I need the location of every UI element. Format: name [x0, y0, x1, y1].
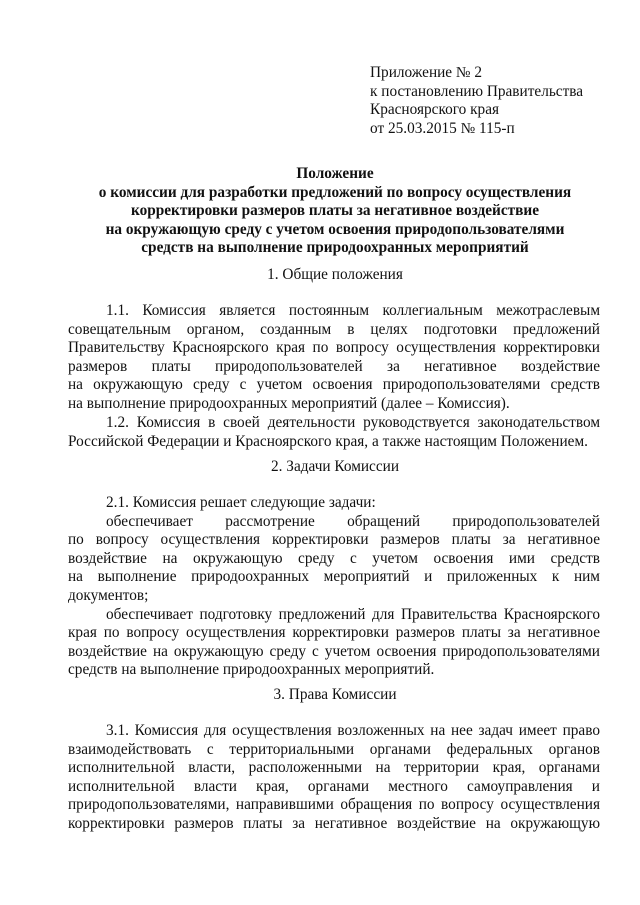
- text-line: средств на выполнение природоохранных мероприятий.: [68, 661, 435, 679]
- text-line: края по вопросу осуществления корректировки размеров платы за негативное: [68, 624, 600, 642]
- paragraph-3-1: [68, 722, 600, 834]
- text-line: документов;: [68, 586, 149, 604]
- text-line: взаимодействовать с территориальными органами федеральных органов: [68, 740, 600, 758]
- text-line: 2.1. Комиссия решает следующие задачи:: [106, 494, 376, 511]
- paragraph-2-1: [68, 494, 600, 513]
- text-line: 1.1. Комиссия является постоянным коллегиальным межотраслевым: [106, 302, 600, 319]
- text-line: на окружающую среду с учетом освоения природопользователями средств: [68, 376, 600, 394]
- text-line: воздействие на окружающую среду с учетом освоения ими средств: [68, 549, 600, 567]
- text-line: 1.2. Комиссия в своей деятельности руководствуется законодательством: [106, 414, 600, 431]
- document-title: [60, 165, 610, 258]
- text-line: обеспечивает подготовку предложений для Правительства Красноярского: [106, 605, 600, 623]
- text-line: размеров платы природопользователей за негативное воздействие: [68, 357, 600, 375]
- appendix-date: от 25.03.2015 № 115-п: [370, 119, 515, 137]
- title-line: Положение: [296, 165, 374, 182]
- title-line: корректировки размеров платы за негативное воздействие: [130, 202, 540, 220]
- appendix-resolution: к постановлению Правительства: [370, 82, 584, 100]
- text-line: по вопросу осуществления корректировки размеров платы за негативное: [68, 531, 600, 549]
- section-heading-tasks: 2. Задачи Комиссии: [270, 458, 400, 475]
- appendix-number: Приложение № 2: [370, 64, 482, 81]
- text-line: обеспечивает рассмотрение обращений природопользователей: [106, 512, 600, 530]
- text-line: 3.1. Комиссия для осуществления возложенных на нее задач имеет право: [106, 722, 600, 739]
- title-line: о комиссии для разработки предложений по вопросу осуществления: [98, 183, 572, 201]
- text-line: природопользователями, направившими обращения по вопросу осуществления: [68, 796, 600, 814]
- text-line: Правительству Красноярского края по вопросу осуществления корректировки: [68, 339, 600, 357]
- task-item-review: [68, 513, 600, 606]
- appendix-region: Красноярского края: [370, 101, 500, 119]
- title-line: на окружающую среду с учетом освоения природопользователями: [105, 220, 565, 238]
- text-line: на выполнение природоохранных мероприятий (далее – Комиссия).: [68, 394, 510, 412]
- title-line: средств на выполнение природоохранных мероприятий: [141, 239, 529, 257]
- text-line: корректировки размеров платы за негативное воздействие на окружающую: [68, 814, 600, 832]
- task-item-proposals: [68, 606, 600, 680]
- section-heading-general: 1. Общие положения: [267, 266, 403, 283]
- text-line: Российской Федерации и Красноярского края, а также настоящим Положением.: [68, 432, 588, 450]
- text-line: совещательным органом, созданным в целях подготовки предложений: [68, 320, 600, 338]
- paragraph-1-2: [68, 414, 600, 451]
- text-line: воздействие на окружающую среду с учетом освоения природопользователями: [68, 642, 600, 660]
- appendix-block: [370, 64, 620, 138]
- text-line: исполнительной власти края, органами местного самоуправления и: [68, 777, 600, 795]
- text-line: исполнительной власти, расположенными на территории края, органами: [68, 759, 600, 777]
- text-line: на выполнение природоохранных мероприятий и приложенных к ним: [68, 568, 600, 586]
- paragraph-1-1: [68, 302, 600, 414]
- section-heading-rights: 3. Права Комиссии: [273, 686, 397, 703]
